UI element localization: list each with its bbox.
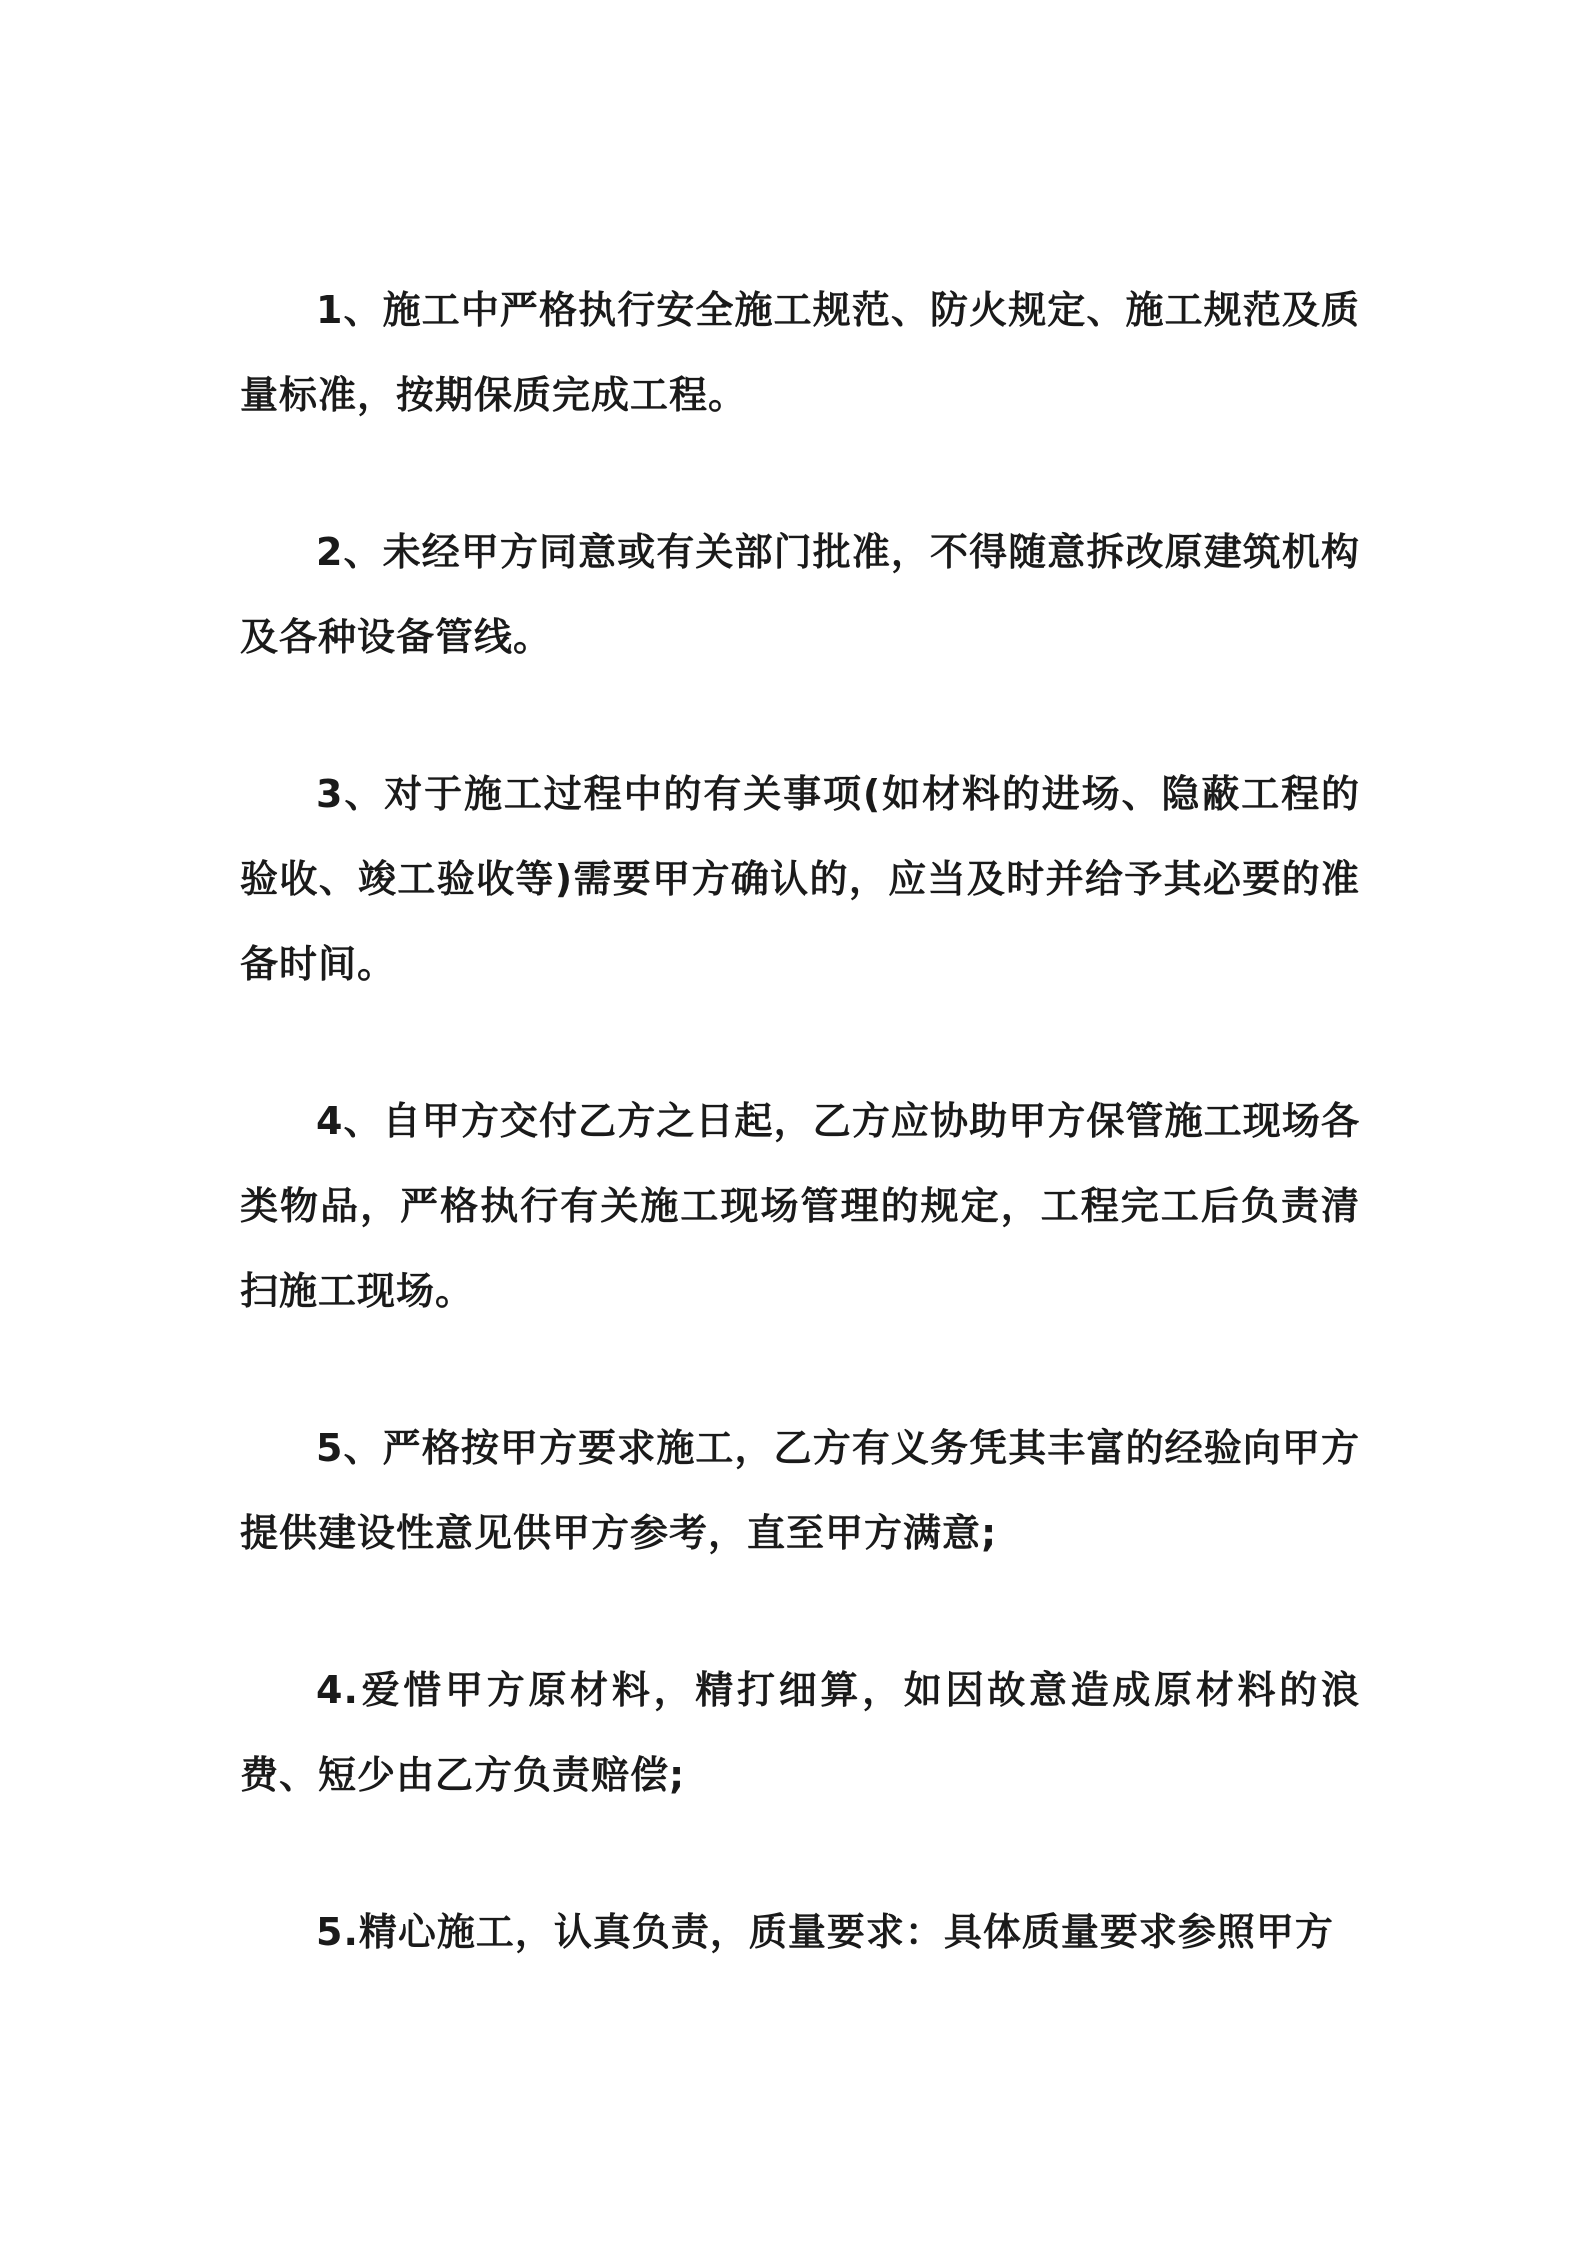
- clause-paragraph-6: 4.爱惜甲方原材料，精打细算，如因故意造成原材料的浪费、短少由乙方负责赔偿;: [240, 1668, 1360, 1797]
- clause-paragraph-2: 2、未经甲方同意或有关部门批准，不得随意拆改原建筑机构及各种设备管线。: [240, 530, 1360, 659]
- clause-paragraph-4: 4、自甲方交付乙方之日起，乙方应协助甲方保管施工现场各类物品，严格执行有关施工现场管理的规定，工程完工后负责清扫施工现场。: [240, 1099, 1360, 1313]
- clause-paragraph-1: 1、施工中严格执行安全施工规范、防火规定、施工规范及质量标准，按期保质完成工程。: [240, 288, 1360, 417]
- document-body: [240, 268, 1360, 2047]
- clause-paragraph-7: 5.精心施工，认真负责，质量要求：具体质量要求参照甲方: [316, 1910, 1334, 1954]
- clause-paragraph-5: 5、严格按甲方要求施工，乙方有义务凭其丰富的经验向甲方提供建设性意见供甲方参考，直至甲方满意;: [240, 1426, 1360, 1555]
- clause-paragraph-3: 3、对于施工过程中的有关事项(如材料的进场、隐蔽工程的验收、竣工验收等)需要甲方确认的，应当及时并给予其必要的准备时间。: [240, 772, 1360, 986]
